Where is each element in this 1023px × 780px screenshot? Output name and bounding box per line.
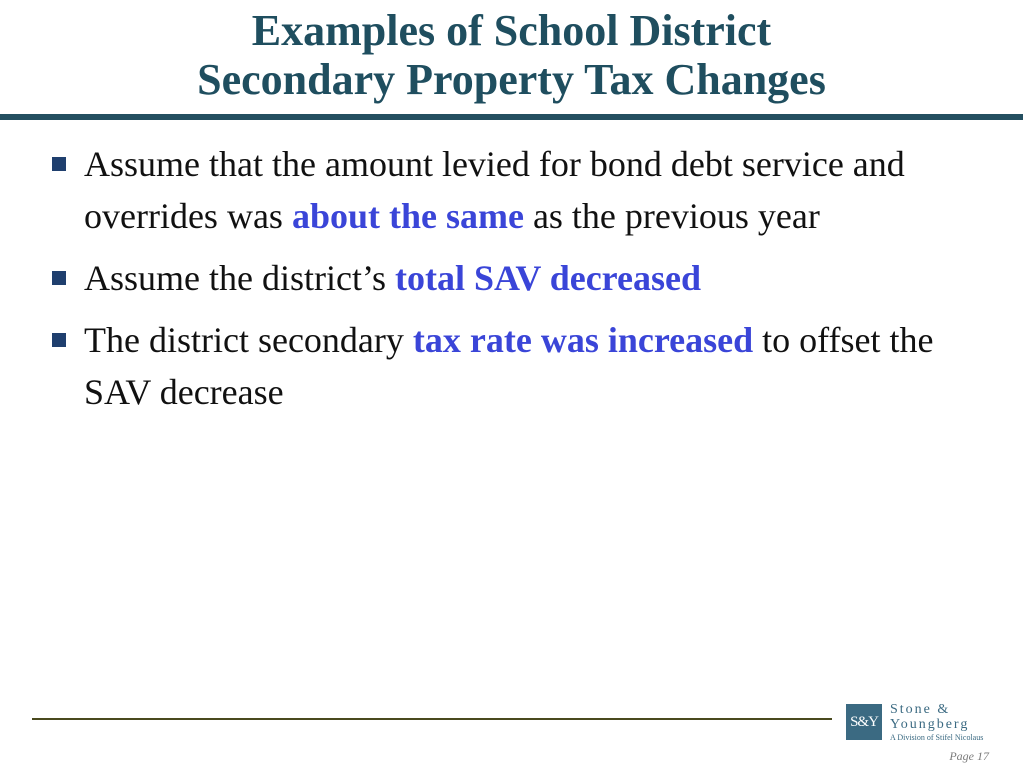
bullet-text: to offset the SAV decrease	[84, 320, 934, 412]
bullet-item	[48, 314, 998, 418]
slide-title	[0, 6, 1023, 104]
logo-name-line1: Stone &	[890, 702, 951, 717]
square-bullet-icon	[52, 333, 66, 347]
bullet-item	[48, 252, 998, 304]
logo-name-line2: Youngberg	[890, 717, 970, 732]
logo-mark: S&Y	[846, 704, 882, 740]
square-bullet-icon	[52, 157, 66, 171]
bullet-emphasis: total SAV decreased	[394, 258, 701, 298]
title-divider	[0, 114, 1023, 120]
logo-tagline: A Division of Stifel Nicolaus	[890, 733, 984, 742]
bullet-item	[48, 138, 998, 242]
bullet-text: The district secondary	[84, 320, 413, 360]
bullet-text: as the previous year	[523, 196, 820, 236]
footer-divider	[32, 718, 832, 720]
square-bullet-icon	[52, 271, 66, 285]
company-logo	[846, 702, 996, 746]
bullet-emphasis: tax rate was increased	[412, 320, 754, 360]
bullet-text: Assume that the amount levied for bond debt service and overrides was	[84, 144, 905, 236]
title-line-2: Secondary Property Tax Changes	[197, 55, 826, 104]
bullet-text: Assume the district’s	[84, 258, 395, 298]
bullet-emphasis: about the same	[291, 196, 524, 236]
page-number: Page 17	[949, 749, 989, 763]
bullet-list	[48, 138, 998, 428]
title-line-1: Examples of School District	[251, 6, 772, 55]
